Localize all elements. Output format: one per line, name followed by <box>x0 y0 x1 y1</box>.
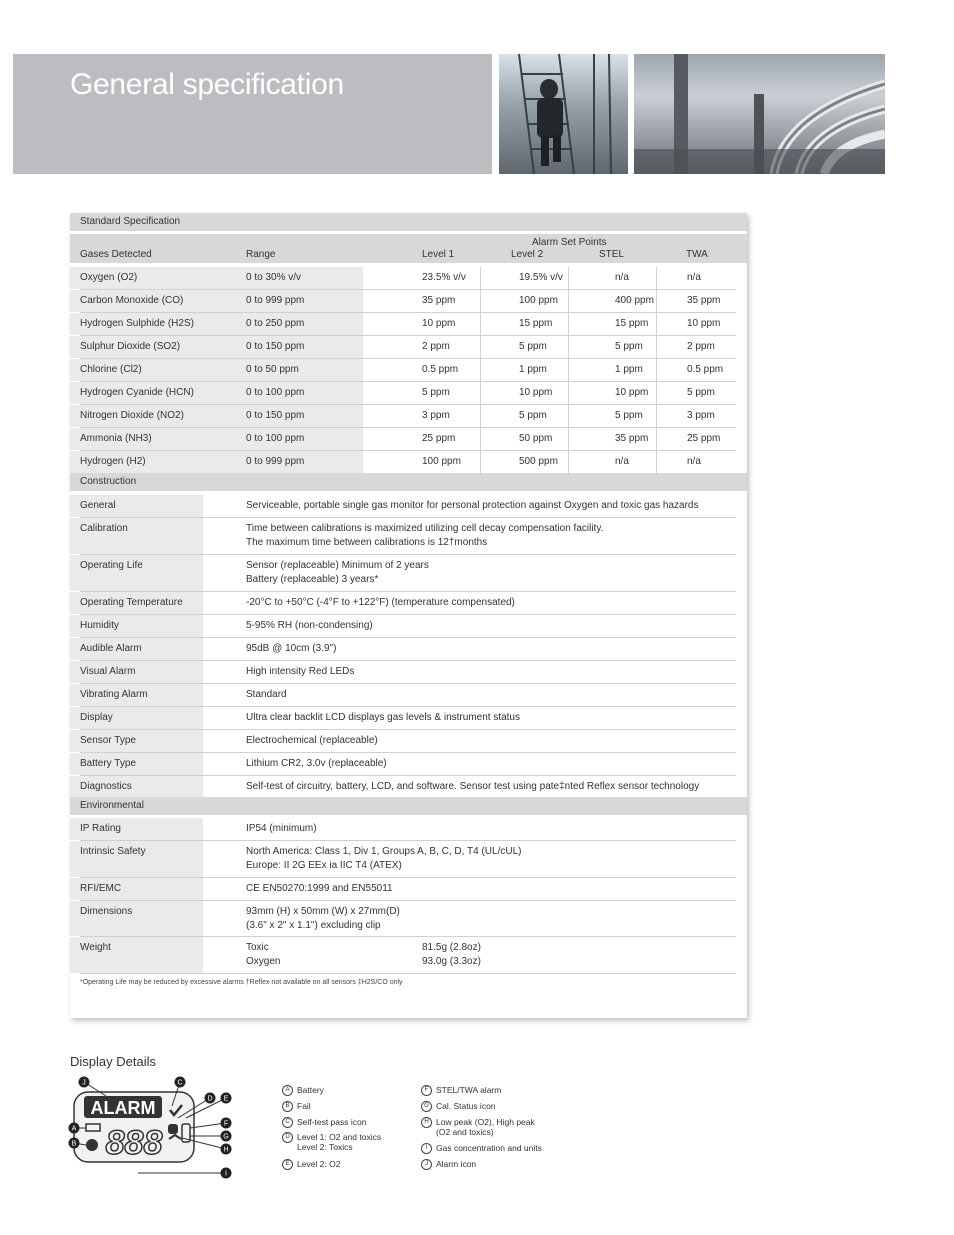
row-label: Visual Alarm <box>80 666 136 677</box>
column-divider <box>480 336 481 358</box>
spec-row <box>80 901 736 937</box>
gas-table-cell: 0 to 100 ppm <box>246 387 305 398</box>
row-value: Electrochemical (replaceable) <box>246 735 378 746</box>
column-divider <box>656 428 657 450</box>
col-header-range: Range <box>246 249 276 260</box>
gas-table-cell: 23.5% v/v <box>422 272 466 283</box>
gas-table-cell: 10 ppm <box>687 318 721 329</box>
col-header-level2: Level 2 <box>511 249 544 260</box>
legend-key: E <box>282 1159 293 1170</box>
gas-table-cell: 15 ppm <box>519 318 553 329</box>
legend-key: F <box>421 1085 432 1096</box>
gas-table-cell: Nitrogen Dioxide (NO2) <box>80 410 184 421</box>
legend-item <box>282 1085 422 1096</box>
gas-table-cell: Sulphur Dioxide (SO2) <box>80 341 181 352</box>
column-divider <box>656 313 657 335</box>
gas-table-row <box>80 359 736 382</box>
gas-table-cell: 2 ppm <box>422 341 450 352</box>
col-header-twa: TWA <box>686 249 708 260</box>
gas-concentration-digits: 888 <box>105 1124 163 1162</box>
column-divider <box>568 336 569 358</box>
col-header-gases: Gases Detected <box>80 249 152 260</box>
gas-table-cell: 35 ppm <box>615 433 649 444</box>
gas-table-cell: 0.5 ppm <box>422 364 459 375</box>
column-divider <box>568 267 569 289</box>
spec-row <box>80 841 736 878</box>
legend-key: B <box>282 1101 293 1112</box>
column-divider <box>480 382 481 404</box>
callout-letter: A <box>71 1125 77 1133</box>
column-divider <box>480 428 481 450</box>
gas-table-cell: Oxygen (O2) <box>80 272 138 283</box>
legend-key: I <box>421 1143 432 1154</box>
column-divider <box>568 313 569 335</box>
gas-table-cell: 0 to 100 ppm <box>246 433 305 444</box>
row-value: North America: Class 1, Div 1, Groups A, B, C, D, T4 (UL/cUL) Europe: II 2G EEx ia IIC T4 (ATEX) <box>246 846 522 871</box>
legend-item <box>421 1143 561 1154</box>
gas-table-cell: Hydrogen (H2) <box>80 456 146 467</box>
column-divider <box>656 267 657 289</box>
gas-table-cell: 5 ppm <box>687 387 715 398</box>
gas-table-cell: 15 ppm <box>615 318 649 329</box>
gas-table-cell: 1 ppm <box>519 364 547 375</box>
worker-climbing-photo <box>499 54 628 174</box>
gas-table-cell: 500 ppm <box>519 456 558 467</box>
gas-table-cell: 100 ppm <box>422 456 461 467</box>
spec-row <box>80 638 736 661</box>
gas-table-cell: 0 to 999 ppm <box>246 295 305 306</box>
spec-row <box>80 753 736 776</box>
gas-table-header <box>70 234 747 263</box>
spec-row <box>80 818 736 841</box>
gas-table-cell: 100 ppm <box>519 295 558 306</box>
gas-table-cell: 3 ppm <box>687 410 715 421</box>
legend-text: Battery <box>297 1085 324 1095</box>
legend-key: A <box>282 1085 293 1096</box>
col-header-level1: Level 1 <box>422 249 455 260</box>
callout-letter: H <box>223 1146 229 1154</box>
legend-text: Alarm icon <box>436 1159 477 1169</box>
row-label: Calibration <box>80 523 128 534</box>
row-label: Display <box>80 712 113 723</box>
gas-table-cell: 0 to 30% v/v <box>246 272 302 283</box>
spec-row <box>80 684 736 707</box>
gas-table-cell: 50 ppm <box>519 433 553 444</box>
legend-item <box>421 1159 561 1170</box>
section-title: Standard Specification <box>80 216 181 227</box>
standard-spec-section-header <box>70 213 747 231</box>
specification-panel <box>70 213 747 1018</box>
row-label: Dimensions <box>80 906 133 917</box>
row-value: High intensity Red LEDs <box>246 666 355 677</box>
row-label: Audible Alarm <box>80 643 142 654</box>
spec-row <box>80 707 736 730</box>
legend-text: Gas concentration and units <box>436 1143 542 1153</box>
legend-text: Low peak (O2), High peak (O2 and toxics) <box>436 1117 535 1137</box>
column-divider <box>480 451 481 473</box>
spec-row <box>80 555 736 592</box>
legend-item <box>282 1159 422 1170</box>
gas-table-cell: 5 ppm <box>615 410 643 421</box>
gas-table-cell: 0 to 150 ppm <box>246 410 305 421</box>
column-divider <box>480 359 481 381</box>
row-value: 93mm (H) x 50mm (W) x 27mm(D) (3.6" x 2" x 1.1") excluding clip <box>246 906 400 931</box>
row-value: Self-test of circuitry, battery, LCD, and software. Sensor test using pate‡nted Reflex sensor technology <box>246 781 700 792</box>
alarm-text: ALARM <box>90 1098 156 1118</box>
gas-table-cell: Ammonia (NH3) <box>80 433 152 444</box>
row-label: General <box>80 500 116 511</box>
column-divider <box>480 313 481 335</box>
legend-text: Fail <box>297 1101 311 1111</box>
legend-text: Self-test pass icon <box>297 1117 367 1127</box>
legend-text: Cal. Status icon <box>436 1101 496 1111</box>
column-divider <box>480 290 481 312</box>
column-divider <box>568 405 569 427</box>
spec-row <box>80 661 736 684</box>
gas-table-cell: 25 ppm <box>687 433 721 444</box>
legend-key: H <box>421 1117 432 1128</box>
gas-table-cell: n/a <box>615 272 629 283</box>
column-divider <box>480 405 481 427</box>
gas-table-cell: 25 ppm <box>422 433 456 444</box>
gas-table-cell: n/a <box>615 456 629 467</box>
row-label: IP Rating <box>80 823 121 834</box>
display-details-title: Display Details <box>70 1054 156 1069</box>
legend-item <box>421 1117 561 1137</box>
row-label: Battery Type <box>80 758 136 769</box>
callout-letter: G <box>223 1133 229 1141</box>
alarm-set-points-label: Alarm Set Points <box>532 237 607 248</box>
legend-item <box>282 1101 422 1112</box>
column-divider <box>656 405 657 427</box>
gas-table-cell: 400 ppm <box>615 295 654 306</box>
column-divider <box>656 451 657 473</box>
row-value: Serviceable, portable single gas monitor for personal protection against Oxygen and toxic gas hazards <box>246 500 699 511</box>
spec-row <box>80 776 736 799</box>
column-divider <box>568 428 569 450</box>
row-value: IP54 (minimum) <box>246 823 317 834</box>
callout-letter: I <box>225 1170 227 1178</box>
callout-letter: D <box>207 1095 213 1103</box>
row-label: RFI/EMC <box>80 883 122 894</box>
environmental-section-header <box>70 797 747 815</box>
gas-table-cell: 0 to 250 ppm <box>246 318 305 329</box>
spec-row <box>80 592 736 615</box>
gas-table-cell: n/a <box>687 456 701 467</box>
construction-section-header <box>70 473 747 491</box>
callout-letter: C <box>177 1079 183 1087</box>
gas-table-cell: Carbon Monoxide (CO) <box>80 295 184 306</box>
gas-table-cell: 0 to 999 ppm <box>246 456 305 467</box>
section-title: Construction <box>80 476 137 487</box>
gas-table-cell: 1 ppm <box>615 364 643 375</box>
gas-table-cell: 2 ppm <box>687 341 715 352</box>
gas-table-cell: 19.5% v/v <box>519 272 563 283</box>
column-divider <box>568 290 569 312</box>
row-value: Lithium CR2, 3.0v (replaceable) <box>246 758 387 769</box>
row-label: Operating Temperature <box>80 597 183 608</box>
callout-letter: E <box>223 1095 229 1103</box>
gas-table-cell: Hydrogen Cyanide (HCN) <box>80 387 194 398</box>
gas-table-row <box>80 382 736 405</box>
row-value: CE EN50270:1999 and EN55011 <box>246 883 393 894</box>
column-divider <box>656 382 657 404</box>
legend-item <box>282 1132 422 1152</box>
gas-table-cell: 5 ppm <box>615 341 643 352</box>
gas-table-cell: 3 ppm <box>422 410 450 421</box>
gas-table-cell: Hydrogen Sulphide (H2S) <box>80 318 194 329</box>
legend-item <box>421 1085 561 1096</box>
gas-table-row <box>80 336 736 359</box>
col-header-stel: STEL <box>599 249 625 260</box>
column-divider <box>568 382 569 404</box>
legend-item <box>282 1117 422 1128</box>
gas-table-cell: 35 ppm <box>687 295 721 306</box>
gas-table-row <box>80 290 736 313</box>
callout-letter: J <box>82 1079 86 1087</box>
legend-key: C <box>282 1117 293 1128</box>
gas-table-cell: 35 ppm <box>422 295 456 306</box>
gas-table-cell: 10 ppm <box>615 387 649 398</box>
gas-table-row <box>80 313 736 336</box>
gas-table-cell: 0 to 50 ppm <box>246 364 299 375</box>
spec-row <box>80 518 736 555</box>
legend-key: D <box>282 1132 293 1143</box>
footnote: *Operating Life may be reduced by excessive alarms †Reflex not available on all sensors ‡H2S/CO only <box>80 979 403 986</box>
legend-text: STEL/TWA alarm <box>436 1085 502 1095</box>
legend-text: Level 2: O2 <box>297 1159 341 1169</box>
column-divider <box>568 359 569 381</box>
column-divider <box>568 451 569 473</box>
industrial-pipes-photo <box>634 54 885 174</box>
row-value: Sensor (replaceable) Minimum of 2 years Battery (replaceable) 3 years* <box>246 560 429 585</box>
callout-letter: B <box>71 1140 77 1148</box>
fail-icon <box>86 1139 98 1151</box>
gas-table-cell: 0 to 150 ppm <box>246 341 305 352</box>
spec-row <box>80 730 736 753</box>
row-label: Sensor Type <box>80 735 136 746</box>
row-value: -20°C to +50°C (-4°F to +122°F) (temperature compensated) <box>246 597 515 608</box>
weight-row <box>80 937 736 974</box>
gas-table-row <box>80 451 736 474</box>
legend-text: Level 1: O2 and toxics Level 2: Toxics <box>297 1132 382 1152</box>
row-value: 5-95% RH (non-condensing) <box>246 620 373 631</box>
gas-table-cell: 5 ppm <box>422 387 450 398</box>
stel-twa-icon <box>168 1124 178 1134</box>
spec-row <box>80 615 736 638</box>
gas-table-cell: 5 ppm <box>519 341 547 352</box>
gas-table-cell: 0.5 ppm <box>687 364 724 375</box>
gas-table-cell: 5 ppm <box>519 410 547 421</box>
row-label: Operating Life <box>80 560 143 571</box>
weight-values: 81.5g (2.8oz) 93.0g (3.3oz) <box>422 942 481 967</box>
row-value: 95dB @ 10cm (3.9") <box>246 643 337 654</box>
column-divider <box>656 290 657 312</box>
gas-table-cell: 10 ppm <box>422 318 456 329</box>
legend-key: J <box>421 1159 432 1170</box>
weight-types: Toxic Oxygen <box>246 942 281 967</box>
row-label: Intrinsic Safety <box>80 846 146 857</box>
column-divider <box>480 267 481 289</box>
gas-table-cell: n/a <box>687 272 701 283</box>
callout-letter: F <box>223 1120 229 1128</box>
gas-table-row <box>80 428 736 451</box>
spec-row <box>80 878 736 901</box>
row-value: Time between calibrations is maximized utilizing cell decay compensation facility. The maximum time between calibrations is 12†months <box>246 523 604 548</box>
column-divider <box>656 336 657 358</box>
row-label: Humidity <box>80 620 119 631</box>
lcd-display-diagram <box>66 1074 242 1184</box>
row-label: Diagnostics <box>80 781 132 792</box>
header-banner <box>13 54 492 174</box>
page-title: General specification <box>70 68 344 101</box>
section-title: Environmental <box>80 800 144 811</box>
row-label: Weight <box>80 942 111 953</box>
row-label: Vibrating Alarm <box>80 689 148 700</box>
legend-item <box>421 1101 561 1112</box>
column-divider <box>656 359 657 381</box>
row-value: Standard <box>246 689 287 700</box>
legend-key: G <box>421 1101 432 1112</box>
gas-table-row <box>80 405 736 428</box>
gas-table-row <box>80 267 736 290</box>
gas-table-cell: Chlorine (Cl2) <box>80 364 142 375</box>
gas-table-cell: 10 ppm <box>519 387 553 398</box>
row-value: Ultra clear backlit LCD displays gas levels & instrument status <box>246 712 520 723</box>
spec-row <box>80 495 736 518</box>
